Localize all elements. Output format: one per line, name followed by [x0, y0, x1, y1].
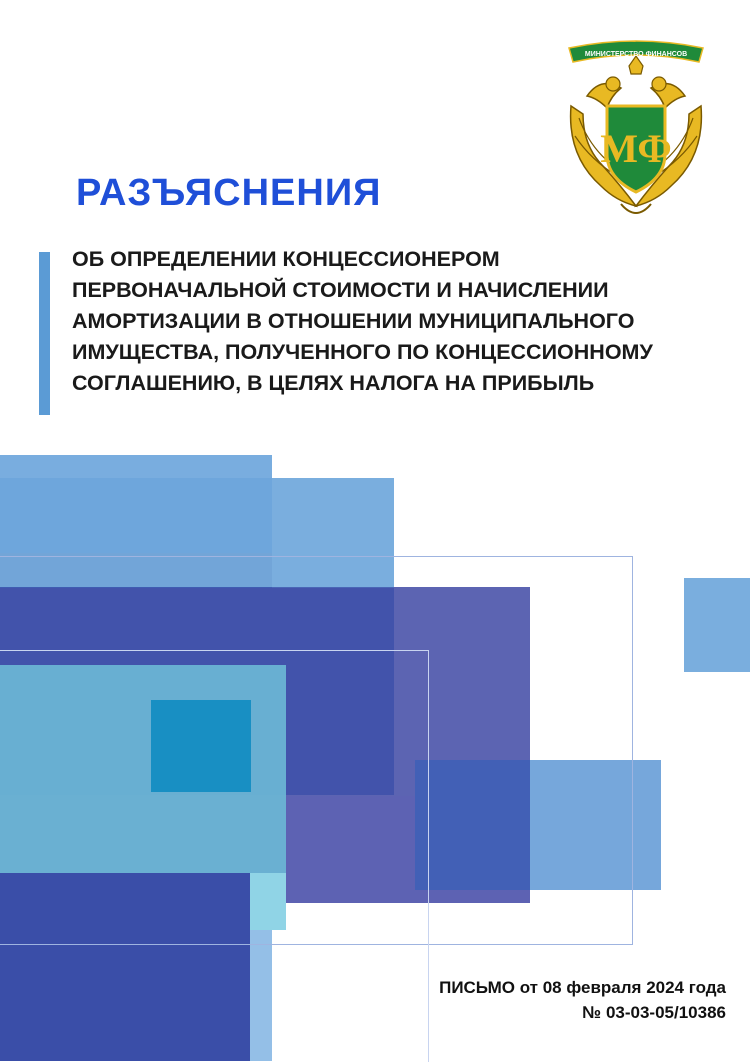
decor-frame — [0, 650, 429, 1062]
letter-number: № 03-03-05/10386 — [582, 1003, 726, 1022]
emblem-ribbon-text: МИНИСТЕРСТВО ФИНАНСОВ — [584, 51, 688, 58]
emblem-monogram: МФ — [600, 126, 672, 171]
accent-bar — [39, 252, 50, 415]
decor-block — [684, 578, 750, 672]
decor-block — [0, 455, 272, 553]
letter-date: ПИСЬМО от 08 февраля 2024 года — [439, 978, 726, 997]
document-heading: РАЗЪЯСНЕНИЯ — [76, 172, 382, 214]
ministry-of-finance-emblem-icon — [561, 36, 711, 222]
letter-reference — [439, 975, 726, 1025]
document-subtitle: ОБ ОПРЕДЕЛЕНИИ КОНЦЕССИОНЕРОМ ПЕРВОНАЧАЛЬНОЙ СТОИМОСТИ И НАЧИСЛЕНИИ АМОРТИЗАЦИИ В ОТНОШЕНИИ МУНИЦИПАЛЬНОГО ИМУЩЕСТВА, ПОЛУЧЕННОГО ПО КОНЦЕССИОННОМУ СОГЛАШЕНИЮ, В ЦЕЛЯХ НАЛОГА НА ПРИБЫЛЬ — [72, 247, 653, 395]
